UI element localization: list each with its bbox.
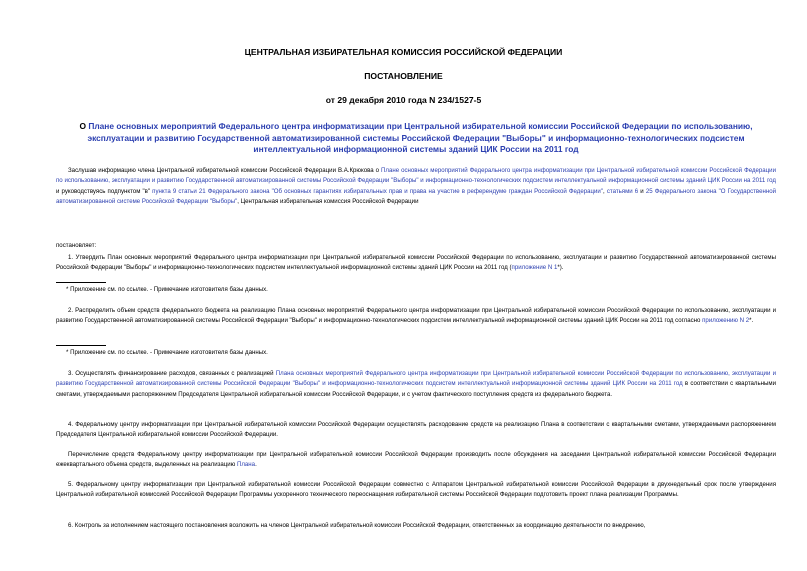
- document-type-heading: ПОСТАНОВЛЕНИЕ: [364, 71, 443, 81]
- item-4-continued: [56, 450, 776, 471]
- footnote-rule: [56, 345, 106, 346]
- item-text: *).: [557, 264, 564, 272]
- item-5: 5. Федеральному центру информатизации при Центральной избирательной комиссии Российской Федерации совместно с Аппаратом Центральной избирательной комиссии Российской Федерации в двухнедельный срок после утверждения Центральной избирательной комиссией Российской Федерации Программы ускоренного технического переоснащения избирательной системы Российской Федерации подготовить проект плана реализации Программы.: [56, 481, 776, 499]
- preamble-article25-link[interactable]: 25 Федерального закона "О Государственной автоматизированной системе Российской Федерации "Выборы": [56, 187, 776, 205]
- item-text: Перечисление средств Федеральному центру информатизации при Центральной избирательной комиссии Российской Федерации производить после обсуждения на заседании Центральной избирательной комиссии Российской Федерации ежеквартального объема средств, выделенных на реализацию: [56, 451, 776, 469]
- preamble-text: и: [638, 187, 646, 195]
- preamble-text: , Центральная избирательная комиссия Российской Федерации: [237, 197, 419, 205]
- item-text: в соответствии с квартальными сметами, утверждаемыми распоряжением Председателя Центральной избирательной комиссии Российской Федерации, и с учетом фактического поступления средств из федерального бюджета.: [56, 380, 776, 398]
- title-prefix: О: [79, 121, 89, 131]
- preamble-plan-link[interactable]: Плане основных мероприятий Федерального центра информатизации при Центральной избирательной комиссии Российской Федерации по использованию, эксплуатации и развитию Государственной автоматизированной системы Российской Федерации "Выборы" и информационно-технологических подсистем интеллектуальной информационной системы зданий ЦИК России на 2011 год: [56, 167, 776, 185]
- footnote: * Приложение см. по ссылке. - Примечание изготовителя базы данных.: [66, 286, 268, 293]
- item-2: [56, 306, 776, 327]
- plan-short-link[interactable]: Плана: [236, 461, 256, 469]
- title-link[interactable]: Плане основных мероприятий Федерального центра информатизации при Центральной избирательной комиссии Российской Федерации по использованию, эксплуатации и развитию Государственной автоматизированной системы Российской Федерации "Выборы" и информационно-технологических подсистем интеллектуальной информационной системы зданий ЦИК России на 2011 год: [87, 121, 753, 154]
- footnote-rule: [56, 282, 106, 283]
- plan-link[interactable]: Плана основных мероприятий Федерального центра информатизации при Центральной избирательной комиссии Российской Федерации по использованию, эксплуатации и развитию Государственной автоматизированной системы Российской Федерации "Выборы" и информационно-технологических подсистем интеллектуальной информационной системы зданий ЦИК России на 2011 год: [56, 370, 776, 388]
- item-4: 4. Федеральному центру информатизации при Центральной избирательной комиссии Российской Федерации осуществлять расходование средств на реализацию Плана в соответствии с квартальными сметами, утверждаемыми распоряжением Председателя Центральной избирательной комиссии Российской Федерации.: [56, 421, 776, 439]
- item-text: 1. Утвердить План основных мероприятий Федерального центра информатизации при Центральной избирательной комиссии Российской Федерации по использованию, эксплуатации и развитию Государственной автоматизированной системы Российской Федерации "Выборы" и информационно-технологических подсистем интеллектуальной информационной системы зданий ЦИК России на 2011 год (: [56, 254, 776, 272]
- preamble-text: ,: [603, 187, 607, 195]
- appendix-1-link[interactable]: приложение N 1: [511, 264, 558, 272]
- appendix-2-link[interactable]: приложению N 2: [702, 317, 750, 325]
- preamble-text: Заслушав информацию члена Центральной избирательной комиссии Российской Федерации В.А.Крюкова о: [68, 167, 382, 174]
- resolves-line: постановляет:: [56, 242, 97, 249]
- preamble-law-link[interactable]: пункта 9 статьи 21 Федерального закона "Об основных гарантиях избирательных прав и права на участие в референдуме граждан Российской Федерации": [152, 187, 603, 195]
- item-1: [56, 253, 776, 274]
- document-title: [56, 121, 776, 156]
- preamble-text: и руководствуясь подпунктом "в": [56, 187, 153, 195]
- preamble-article6-link[interactable]: статьями 6: [606, 187, 639, 195]
- item-6: 6. Контроль за исполнением настоящего постановления возложить на членов Центральной избирательной комиссии Российской Федерации, ответственных за координацию деятельности по внедрению,: [68, 522, 646, 529]
- organization-heading: ЦЕНТРАЛЬНАЯ ИЗБИРАТЕЛЬНАЯ КОМИССИЯ РОССИЙСКОЙ ФЕДЕРАЦИИ: [244, 47, 563, 57]
- preamble-paragraph: [56, 166, 776, 207]
- item-text: *.: [749, 317, 754, 325]
- date-number-line: от 29 декабря 2010 года N 234/1527-5: [325, 95, 482, 105]
- item-3: [56, 369, 776, 400]
- item-text: 3. Осуществлять финансирование расходов, связанных с реализацией: [68, 370, 276, 377]
- footnote: * Приложение см. по ссылке. - Примечание изготовителя базы данных.: [66, 349, 268, 356]
- item-text: 2. Распределить объем средств федерального бюджета на реализацию Плана основных мероприятий Федерального центра информатизации при Центральной избирательной комиссии Российской Федерации по использованию, эксплуатации и развитию Государственной автоматизированной системы Российской Федерации "Выборы" и информационно-технологических подсистем интеллектуальной информационной системы зданий ЦИК России на 2011 год согласно: [56, 307, 776, 325]
- item-text: .: [255, 461, 257, 469]
